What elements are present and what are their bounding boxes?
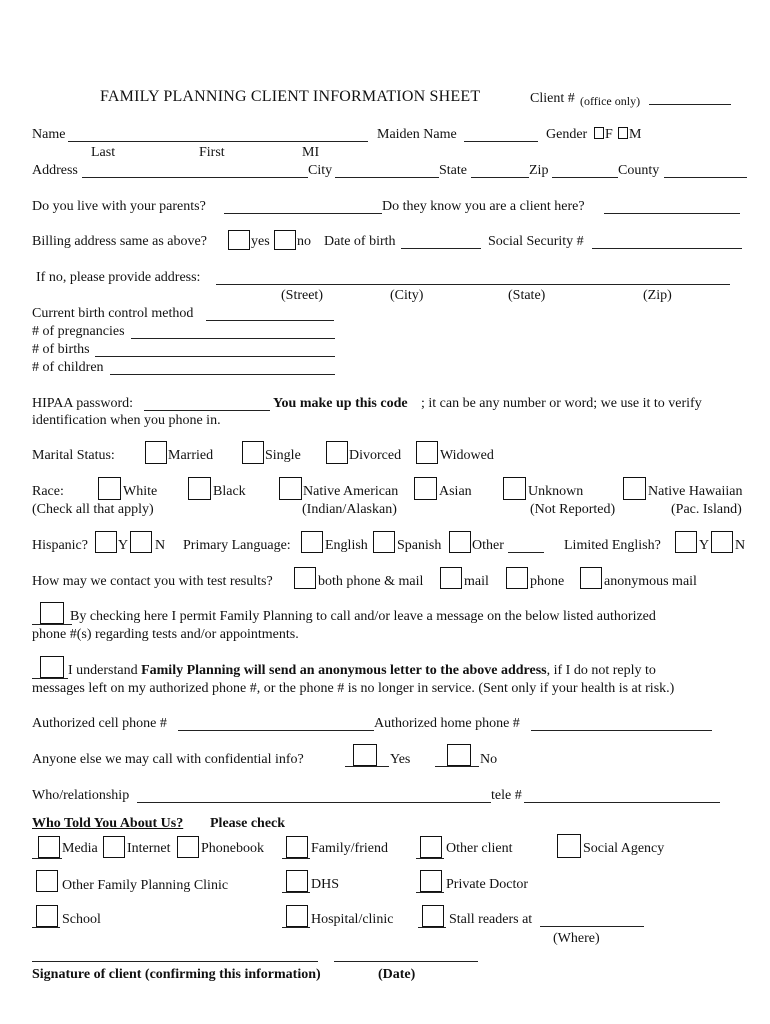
tele-field[interactable]: [524, 802, 720, 803]
cell-phone-label: Authorized cell phone #: [32, 716, 167, 731]
first-sublabel: First: [199, 145, 225, 160]
billing-no-checkbox[interactable]: [274, 230, 296, 250]
zip-sublabel: (Zip): [643, 288, 672, 303]
who-relationship-label: Who/relationship: [32, 788, 130, 803]
tele-label: tele #: [491, 788, 522, 803]
referral-stall-checkbox[interactable]: [422, 905, 444, 927]
race-native-hawaiian-label: Native Hawaiian: [648, 484, 743, 499]
race-label: Race:: [32, 484, 64, 499]
referral-other-client-label: Other client: [446, 841, 513, 856]
anonymous-letter-bold: Family Planning will send an anonymous letter to the above address: [141, 663, 547, 678]
referral-heading: Who Told You About Us?: [32, 816, 184, 831]
race-white-label: White: [123, 484, 158, 499]
permit-line: [32, 624, 72, 625]
birth-control-field[interactable]: [206, 320, 334, 321]
county-field[interactable]: [664, 177, 747, 178]
contact-both-checkbox[interactable]: [294, 567, 316, 589]
race-native-american-checkbox[interactable]: [279, 477, 302, 500]
anonymous-letter-post: , if I do not reply to: [546, 663, 656, 678]
cell-phone-field[interactable]: [178, 730, 374, 731]
referral-family-checkbox[interactable]: [286, 836, 308, 858]
hispanic-yes-checkbox[interactable]: [95, 531, 117, 553]
race-native-american-sublabel: (Indian/Alaskan): [302, 502, 397, 517]
referral-private-doctor-checkbox[interactable]: [420, 870, 442, 892]
gender-m-label: M: [629, 127, 642, 142]
client-number-field[interactable]: [649, 104, 731, 105]
referral-dhs-checkbox[interactable]: [286, 870, 308, 892]
mi-sublabel: MI: [302, 145, 320, 160]
pregnancies-label: # of pregnancies: [32, 324, 125, 339]
confidential-no-label: No: [480, 752, 498, 767]
name-field[interactable]: [68, 141, 368, 142]
referral-school-label: School: [62, 912, 101, 927]
race-native-hawaiian-sublabel: (Pac. Island): [671, 502, 742, 517]
signature-date-field[interactable]: [334, 961, 478, 962]
confidential-no-line: [435, 766, 479, 767]
last-sublabel: Last: [91, 145, 116, 160]
zip-label: Zip: [529, 163, 549, 178]
hispanic-label: Hispanic?: [32, 538, 88, 553]
maiden-name-field[interactable]: [464, 141, 538, 142]
referral-private-doctor-line: [416, 892, 444, 893]
referral-internet-checkbox[interactable]: [103, 836, 125, 858]
other-language-label: Other: [472, 538, 504, 553]
gender-f-label: F: [605, 127, 613, 142]
births-label: # of births: [32, 342, 90, 357]
confidential-no-checkbox[interactable]: [447, 744, 471, 766]
hispanic-no-checkbox[interactable]: [130, 531, 152, 553]
referral-other-fp-label: Other Family Planning Clinic: [62, 878, 229, 893]
race-black-label: Black: [213, 484, 246, 499]
contact-method-question: How may we contact you with test results?: [32, 574, 273, 589]
married-checkbox[interactable]: [145, 441, 167, 464]
divorced-checkbox[interactable]: [326, 441, 348, 464]
confidential-yes-checkbox[interactable]: [353, 744, 377, 766]
widowed-checkbox[interactable]: [416, 441, 438, 464]
maiden-name-label: Maiden Name: [377, 127, 457, 142]
hipaa-instruction: ; it can be any number or word; we use it to verify: [421, 396, 702, 411]
referral-media-line: [32, 858, 62, 859]
referral-dhs-line: [282, 892, 310, 893]
referral-internet-label: Internet: [127, 841, 171, 856]
state-field[interactable]: [471, 177, 529, 178]
referral-other-fp-checkbox[interactable]: [36, 870, 58, 892]
births-field[interactable]: [95, 356, 335, 357]
address-field[interactable]: [82, 177, 308, 178]
gender-f-checkbox[interactable]: [594, 127, 604, 139]
hispanic-yes-label: Y: [118, 538, 129, 553]
referral-family-line: [282, 858, 310, 859]
hipaa-instruction-bold: You make up this code: [273, 396, 408, 411]
marital-status-label: Marital Status:: [32, 448, 115, 463]
referral-please-check: Please check: [210, 816, 286, 831]
billing-yes-label: yes: [251, 234, 270, 249]
referral-media-label: Media: [62, 841, 98, 856]
billing-same-question: Billing address same as above?: [32, 234, 207, 249]
english-checkbox[interactable]: [301, 531, 323, 553]
hipaa-password-field[interactable]: [144, 410, 270, 411]
contact-anonymous-checkbox[interactable]: [580, 567, 602, 589]
street-sublabel: (Street): [281, 288, 323, 303]
race-white-checkbox[interactable]: [98, 477, 121, 500]
children-label: # of children: [32, 360, 104, 375]
limited-english-no-checkbox[interactable]: [711, 531, 733, 553]
billing-yes-checkbox[interactable]: [228, 230, 250, 250]
anonymous-letter-line: [32, 678, 68, 679]
contact-both-label: both phone & mail: [318, 574, 424, 589]
race-native-american-label: Native American: [303, 484, 399, 499]
limited-english-yes-checkbox[interactable]: [675, 531, 697, 553]
birth-control-label: Current birth control method: [32, 306, 194, 321]
county-label: County: [618, 163, 660, 178]
referral-media-checkbox[interactable]: [38, 836, 60, 858]
name-label: Name: [32, 127, 66, 142]
referral-where-sublabel: (Where): [553, 931, 600, 946]
city-sublabel: (City): [390, 288, 424, 303]
race-asian-checkbox[interactable]: [414, 477, 437, 500]
referral-other-client-line: [416, 858, 444, 859]
limited-english-label: Limited English?: [564, 538, 661, 553]
race-unknown-sublabel: (Not Reported): [530, 502, 616, 517]
client-number-label: Client #: [530, 91, 575, 106]
spanish-label: Spanish: [397, 538, 442, 553]
referral-family-label: Family/friend: [311, 841, 388, 856]
gender-m-checkbox[interactable]: [618, 127, 628, 139]
referral-social-agency-checkbox[interactable]: [557, 834, 581, 858]
contact-mail-label: mail: [464, 574, 489, 589]
hipaa-label: HIPAA password:: [32, 396, 133, 411]
home-phone-label: Authorized home phone #: [374, 716, 520, 731]
referral-social-agency-label: Social Agency: [583, 841, 665, 856]
limited-english-yes-label: Y: [699, 538, 710, 553]
live-with-parents-field[interactable]: [224, 213, 382, 214]
permit-checkbox[interactable]: [40, 602, 64, 624]
gender-label: Gender: [546, 127, 588, 142]
social-security-field[interactable]: [592, 248, 742, 249]
divorced-label: Divorced: [349, 448, 402, 463]
limited-english-no-label: N: [735, 538, 746, 553]
confidential-yes-line: [345, 766, 389, 767]
married-label: Married: [168, 448, 214, 463]
zip-field[interactable]: [552, 177, 618, 178]
anonymous-letter-checkbox[interactable]: [40, 656, 64, 678]
single-checkbox[interactable]: [242, 441, 264, 464]
pregnancies-field[interactable]: [131, 338, 335, 339]
race-asian-label: Asian: [439, 484, 472, 499]
hipaa-instruction-line2: identification when you phone in.: [32, 413, 221, 428]
spanish-checkbox[interactable]: [373, 531, 395, 553]
signature-date-label: (Date): [378, 967, 416, 982]
contact-phone-checkbox[interactable]: [506, 567, 528, 589]
client-number-note: (office only): [580, 94, 641, 108]
race-note: (Check all that apply): [32, 502, 154, 517]
primary-language-label: Primary Language:: [183, 538, 291, 553]
referral-stall-line: [418, 927, 446, 928]
race-black-checkbox[interactable]: [188, 477, 211, 500]
parents-know-question: Do they know you are a client here?: [382, 199, 585, 214]
referral-hospital-label: Hospital/clinic: [311, 912, 394, 927]
signature-label: Signature of client (confirming this information): [32, 967, 321, 982]
contact-phone-label: phone: [530, 574, 565, 589]
live-with-parents-question: Do you live with your parents?: [32, 199, 206, 214]
referral-school-checkbox[interactable]: [36, 905, 58, 927]
confidential-contact-question: Anyone else we may call with confidential info?: [32, 752, 304, 767]
state-sublabel: (State): [508, 288, 546, 303]
referral-stall-where-field[interactable]: [540, 926, 644, 927]
other-language-field[interactable]: [508, 552, 544, 553]
contact-anonymous-label: anonymous mail: [604, 574, 697, 589]
single-label: Single: [265, 448, 301, 463]
confidential-yes-label: Yes: [390, 752, 411, 767]
english-label: English: [325, 538, 368, 553]
alt-address-question: If no, please provide address:: [36, 270, 201, 285]
date-of-birth-label: Date of birth: [324, 234, 396, 249]
contact-mail-checkbox[interactable]: [440, 567, 462, 589]
city-label: City: [308, 163, 333, 178]
billing-no-label: no: [297, 234, 311, 249]
other-language-checkbox[interactable]: [449, 531, 471, 553]
race-unknown-checkbox[interactable]: [503, 477, 526, 500]
referral-dhs-label: DHS: [311, 877, 340, 892]
home-phone-field[interactable]: [531, 730, 712, 731]
referral-phonebook-checkbox[interactable]: [177, 836, 199, 858]
anonymous-letter-text-line2: messages left on my authorized phone #, or the phone # is no longer in service. (Sent only if your health is at risk.): [32, 681, 675, 696]
referral-stall-label: Stall readers at: [449, 912, 533, 927]
children-field[interactable]: [110, 374, 335, 375]
race-native-hawaiian-checkbox[interactable]: [623, 477, 646, 500]
widowed-label: Widowed: [440, 448, 494, 463]
city-field[interactable]: [335, 177, 439, 178]
referral-school-line: [32, 927, 60, 928]
referral-other-client-checkbox[interactable]: [420, 836, 442, 858]
anonymous-letter-pre: I understand: [68, 663, 142, 678]
referral-hospital-line: [282, 927, 310, 928]
social-security-label: Social Security #: [488, 234, 584, 249]
state-label: State: [439, 163, 467, 178]
date-of-birth-field[interactable]: [401, 248, 481, 249]
permit-text: By checking here I permit Family Planning to call and/or leave a message on the below listed authorized: [70, 609, 656, 624]
referral-private-doctor-label: Private Doctor: [446, 877, 529, 892]
anonymous-letter-text: [68, 663, 656, 679]
referral-phonebook-label: Phonebook: [201, 841, 264, 856]
hispanic-no-label: N: [155, 538, 166, 553]
parents-know-field[interactable]: [604, 213, 740, 214]
form-title: FAMILY PLANNING CLIENT INFORMATION SHEET: [100, 88, 481, 105]
address-label: Address: [32, 163, 78, 178]
race-unknown-label: Unknown: [528, 484, 584, 499]
referral-hospital-checkbox[interactable]: [286, 905, 308, 927]
alt-address-field[interactable]: [216, 284, 730, 285]
signature-field[interactable]: [32, 961, 318, 962]
permit-text-line2: phone #(s) regarding tests and/or appointments.: [32, 627, 299, 642]
who-relationship-field[interactable]: [137, 802, 491, 803]
